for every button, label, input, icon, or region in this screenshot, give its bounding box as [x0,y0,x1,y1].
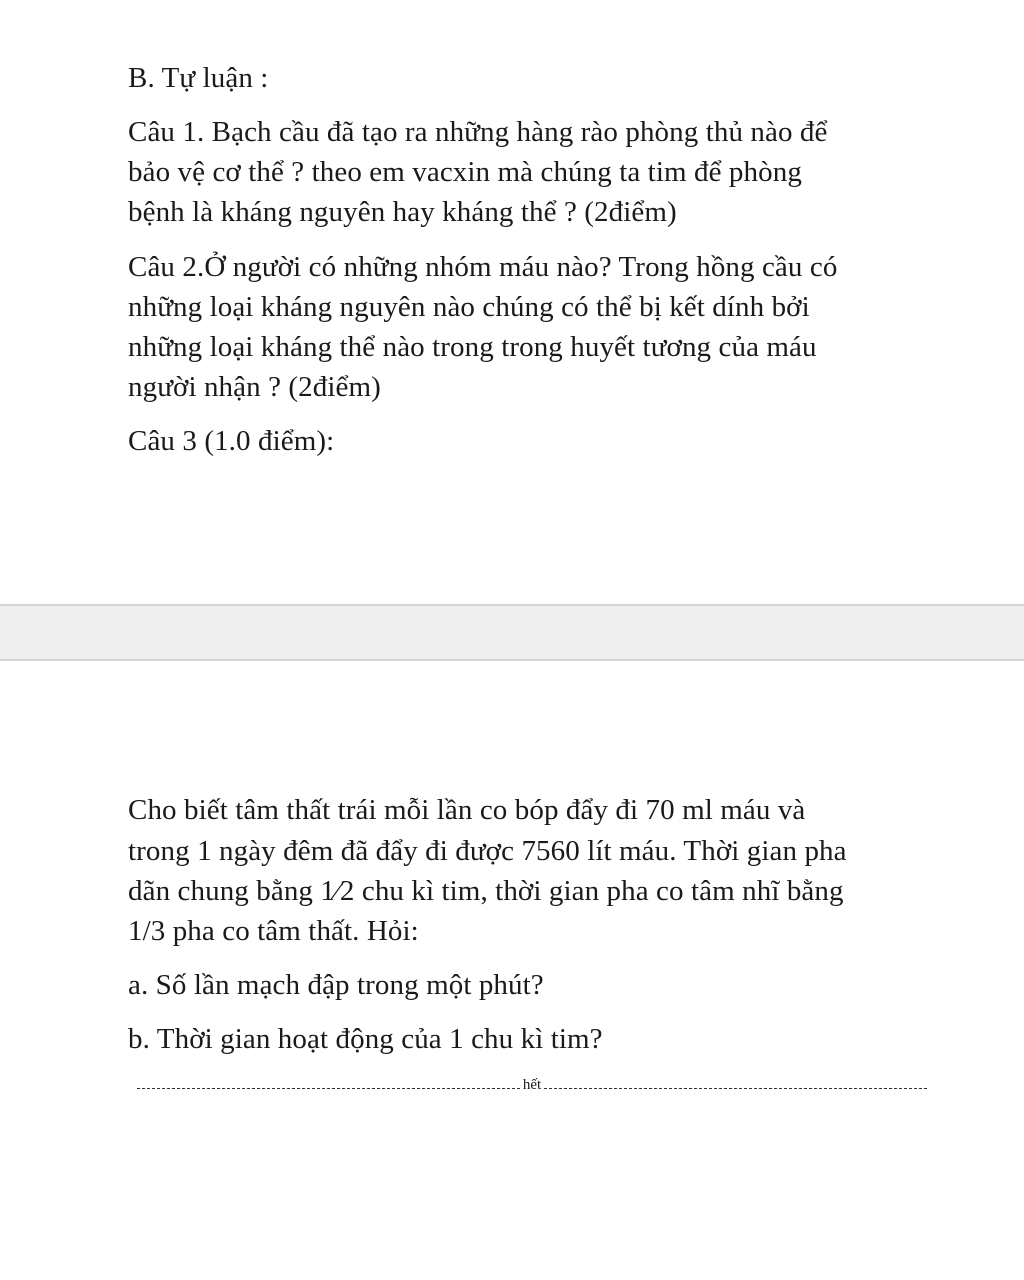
question-2-line-1: Câu 2.Ở người có những nhóm máu nào? Trong hồng cầu có [128,251,838,283]
document-page-1 [0,0,1024,604]
question-1-line-2: bảo vệ cơ thể ? theo em vacxin mà chúng ta tim để phòng [128,156,802,188]
question-3-part-a: a. Số lần mạch đập trong một phút? [128,969,544,1001]
end-of-document-rule [137,1074,927,1096]
question-3-line-3: dãn chung bằng 1⁄2 chu kì tim, thời gian pha co tâm nhĩ bằng [128,875,844,907]
question-2-line-3: những loại kháng thể nào trong trong huyết tương của máu [128,331,817,363]
end-marker: hết [522,1077,542,1093]
section-heading: B. Tự luận : [128,62,269,94]
question-2-line-4: người nhận ? (2điểm) [128,371,381,403]
question-3-part-b: b. Thời gian hoạt động của 1 chu kì tim? [128,1023,603,1055]
end-rule-left-dashes [137,1088,520,1089]
question-3-line-1: Cho biết tâm thất trái mỗi lần co bóp đẩy đi 70 ml máu và [128,794,806,826]
question-3-line-4: 1/3 pha co tâm thất. Hỏi: [128,915,419,947]
end-rule-right-dashes [544,1088,927,1089]
question-3-line-2: trong 1 ngày đêm đã đẩy đi được 7560 lít máu. Thời gian pha [128,835,847,867]
question-1-line-3: bệnh là kháng nguyên hay kháng thể ? (2điểm) [128,196,677,228]
question-1-line-1: Câu 1. Bạch cầu đã tạo ra những hàng rào phòng thủ nào để [128,116,828,148]
page-break-divider [0,604,1024,661]
question-2-line-2: những loại kháng nguyên nào chúng có thể bị kết dính bởi [128,291,810,323]
question-3-heading: Câu 3 (1.0 điểm): [128,425,335,457]
